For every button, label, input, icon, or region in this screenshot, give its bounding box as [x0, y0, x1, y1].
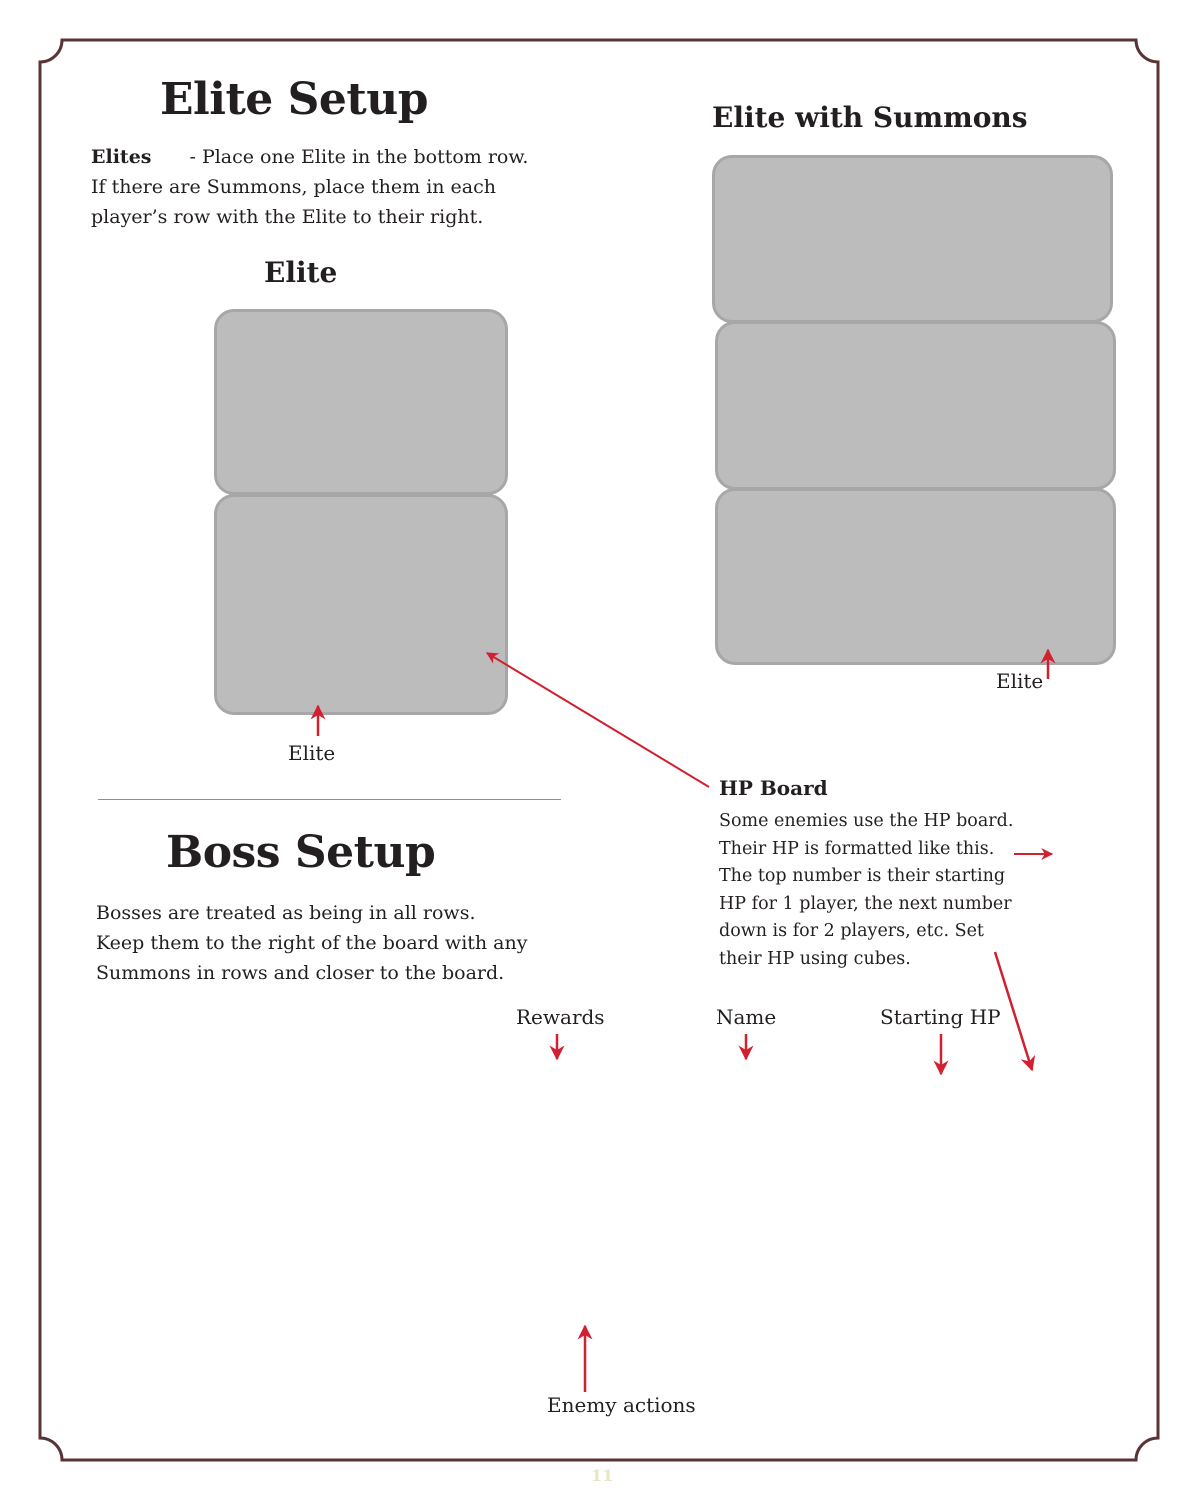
- boss-setup-title: Boss Setup: [166, 827, 436, 878]
- elite-with-summons-title: Elite with Summons: [712, 101, 1028, 134]
- hp-board-line: HP for 1 player, the next number: [719, 893, 1012, 914]
- rewards-callout: Rewards: [516, 1005, 605, 1029]
- summon-card-slot: [214, 309, 508, 495]
- hp-board-line: Their HP is formatted like this.: [719, 838, 995, 859]
- summon-card-slot-middle: [715, 321, 1116, 490]
- boss-setup-line: Summons in rows and closer to the board.: [96, 962, 505, 984]
- elites-intro-line3: player’s row with the Elite to their right.: [91, 206, 484, 228]
- elite-card-slot-bottom: [715, 488, 1116, 665]
- elites-intro-text: - Place one Elite in the bottom row.: [189, 146, 529, 168]
- elites-term: Elites: [91, 146, 152, 168]
- enemy-actions-callout: Enemy actions: [547, 1393, 696, 1417]
- elites-intro-line2: If there are Summons, place them in each: [91, 176, 497, 198]
- hp-board-line: The top number is their starting: [719, 866, 1006, 886]
- hp-board-description: [719, 808, 1049, 973]
- starting-hp-callout: Starting HP: [880, 1005, 1001, 1029]
- hp-board-line: Some enemies use the HP board.: [719, 811, 1014, 831]
- boss-setup-line: Keep them to the right of the board with any: [96, 932, 528, 954]
- boss-setup-description: [96, 898, 566, 988]
- summon-card-slot-top: [712, 155, 1113, 323]
- hp-board-line: down is for 2 players, etc. Set: [719, 921, 984, 941]
- elite-card-slot: [214, 494, 508, 715]
- name-callout: Name: [716, 1005, 777, 1029]
- hp-board-title: HP Board: [719, 776, 828, 800]
- boss-setup-line: Bosses are treated as being in all rows.: [96, 902, 476, 924]
- page-number: 11: [591, 1466, 614, 1485]
- elite-label: Elite: [288, 741, 336, 765]
- elite-diagram-title: Elite: [264, 256, 338, 289]
- elite-setup-title: Elite Setup: [160, 74, 428, 125]
- elite-setup-intro: [91, 142, 611, 232]
- section-divider: [98, 799, 561, 800]
- hp-board-line: their HP using cubes.: [719, 948, 911, 969]
- elite-label-summons: Elite: [996, 669, 1044, 693]
